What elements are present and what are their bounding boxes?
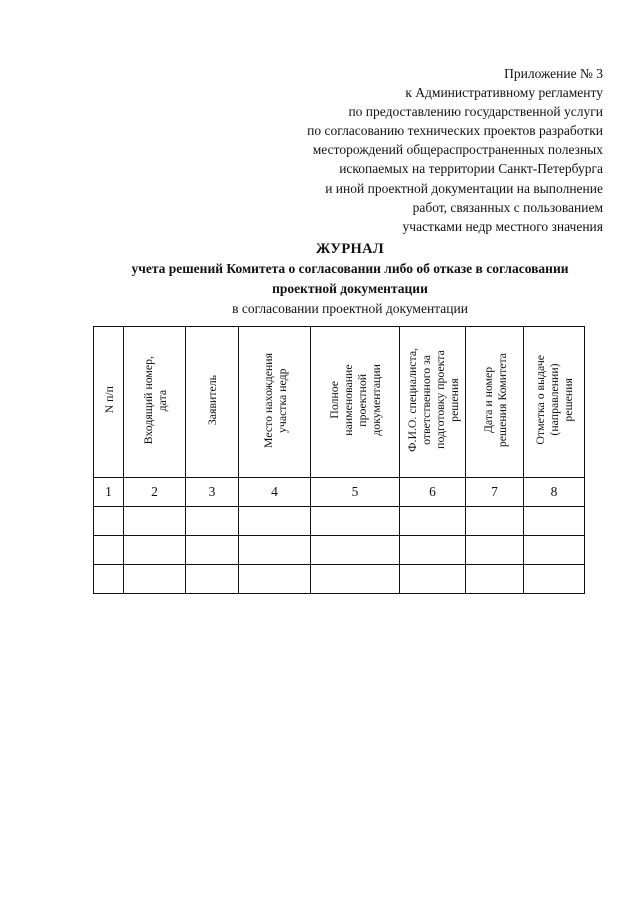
appendix-line: по предоставлению государственной услуги <box>348 104 603 120</box>
header-cell <box>124 327 186 478</box>
table-cell <box>311 565 400 594</box>
appendix-line: ископаемых на территории Санкт-Петербурга <box>339 161 603 177</box>
table-cell <box>94 507 124 536</box>
column-number-cell: 1 <box>94 478 124 507</box>
table-cell <box>400 565 466 594</box>
journal-table <box>93 326 585 594</box>
column-number-cell: 6 <box>400 478 466 507</box>
table-cell <box>186 536 239 565</box>
header-cell <box>524 327 585 478</box>
table-cell <box>94 565 124 594</box>
table-cell <box>311 507 400 536</box>
table-cell <box>524 565 585 594</box>
document-title-block <box>60 239 640 319</box>
column-number-cell: 7 <box>466 478 524 507</box>
column-number-cell: 2 <box>124 478 186 507</box>
appendix-reference <box>183 64 603 236</box>
table-cell <box>186 565 239 594</box>
header-cell <box>466 327 524 478</box>
column-number-cell: 8 <box>524 478 585 507</box>
header-label-number: N п/п <box>101 386 116 414</box>
appendix-line: к Административному регламенту <box>405 85 603 101</box>
header-label-applicant: Заявитель <box>205 374 219 426</box>
appendix-line: по согласованию технических проектов разработки <box>307 123 603 139</box>
document-subtitle-line-2: проектной документации <box>272 281 428 296</box>
table-cell <box>466 507 524 536</box>
header-label-incoming-number: Входящий номер, дата <box>140 355 169 445</box>
table-cell <box>524 507 585 536</box>
table-cell <box>239 536 311 565</box>
table-cell <box>239 565 311 594</box>
appendix-line: и иной проектной документации на выполнение <box>325 180 603 196</box>
table-cell <box>124 507 186 536</box>
table-header-row <box>94 327 585 478</box>
table-cell <box>466 565 524 594</box>
appendix-line: участками недр местного значения <box>402 218 603 234</box>
table-cell <box>400 536 466 565</box>
appendix-line: работ, связанных с пользованием <box>412 199 603 215</box>
header-cell <box>311 327 400 478</box>
header-cell <box>186 327 239 478</box>
header-label-full-name: Полное наименование проектной документации <box>327 364 383 436</box>
appendix-line: Приложение № 3 <box>504 66 603 81</box>
table-cell <box>124 565 186 594</box>
table-cell <box>124 536 186 565</box>
table-row <box>94 565 585 594</box>
header-label-decision-date: Дата и номер решения Комитета <box>480 352 509 448</box>
table-cell <box>466 536 524 565</box>
document-subtitle-line-3: в согласовании проектной документации <box>232 301 468 316</box>
table-cell <box>239 507 311 536</box>
column-number-cell: 4 <box>239 478 311 507</box>
table-cell <box>400 507 466 536</box>
column-number-cell: 3 <box>186 478 239 507</box>
table-number-row <box>94 478 585 507</box>
table-row <box>94 507 585 536</box>
document-title: ЖУРНАЛ <box>316 241 384 257</box>
header-cell <box>94 327 124 478</box>
table-cell <box>524 536 585 565</box>
header-label-issue-mark: Отметка о выдаче (направлении) решения <box>533 355 575 445</box>
table-row <box>94 536 585 565</box>
header-cell <box>400 327 466 478</box>
document-subtitle-line-1: учета решений Комитета о согласовании либо об отказе в согласовании <box>131 261 569 276</box>
table-cell <box>186 507 239 536</box>
table-cell <box>311 536 400 565</box>
header-cell <box>239 327 311 478</box>
column-number-cell: 5 <box>311 478 400 507</box>
table-cell <box>94 536 124 565</box>
header-label-specialist: Ф.И.О. специалиста, ответственного за подготовку проекта решения <box>404 348 461 452</box>
header-label-location: Место нахождения участка недр <box>260 352 289 448</box>
appendix-line: месторождений общераспространенных полезных <box>312 142 603 158</box>
